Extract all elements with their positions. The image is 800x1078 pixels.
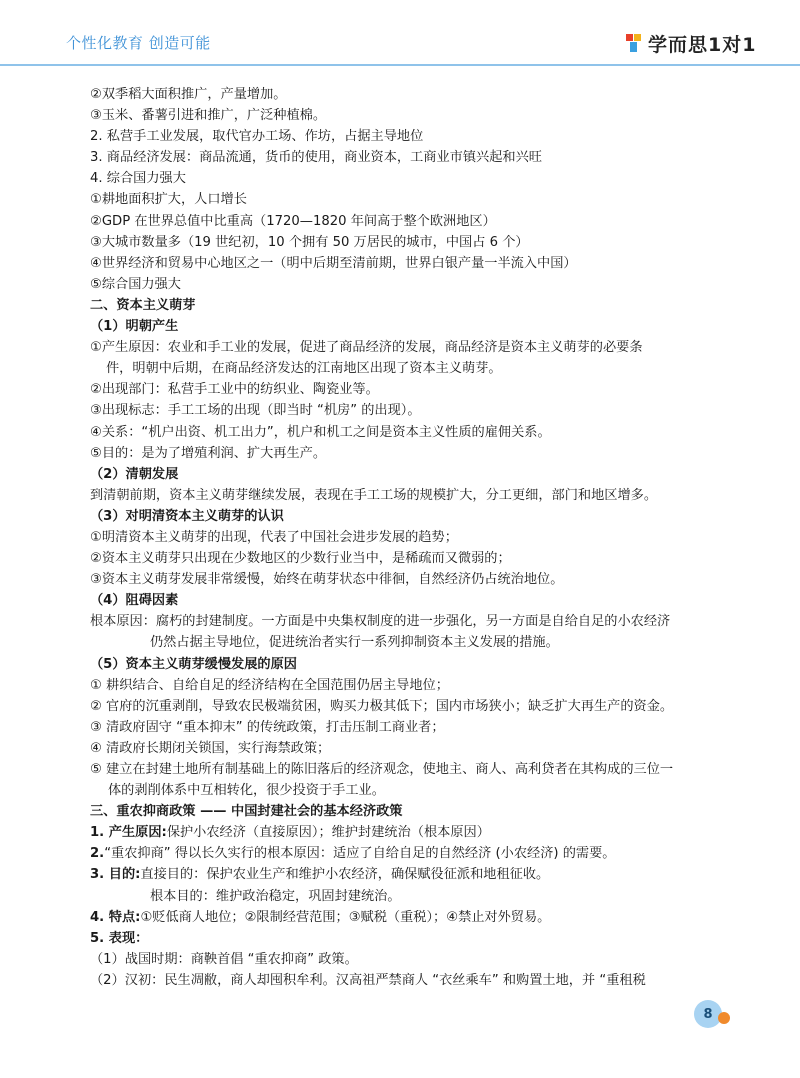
brand-logo	[626, 28, 756, 58]
header-slogan: 个性化教育 创造可能	[66, 34, 211, 52]
text-line: ①明清资本主义萌芽的出现，代表了中国社会进步发展的趋势；	[90, 529, 458, 545]
item-text: 保护小农经济（直接原因）；维护封建统治（根本原因）	[166, 825, 490, 841]
text-line: 根本原因：腐朽的封建制度。一方面是中央集权制度的进一步强化，另一方面是自给自足的小农经济	[90, 614, 671, 630]
text-line: ②GDP 在世界总值中比重高（1720—1820 年间高于整个欧洲地区）	[90, 213, 496, 229]
text-line: ①产生原因：农业和手工业的发展，促进了商品经济的发展，商品经济是资本主义萌芽的必要条	[90, 340, 643, 356]
text-line: 3. 商品经济发展：商品流通，货币的使用，商业资本，工商业市镇兴起和兴旺	[90, 150, 542, 166]
text-line: ④关系：“机户出资、机工出力”，机户和机工之间是资本主义性质的雇佣关系。	[90, 424, 551, 440]
text-line	[90, 864, 730, 885]
text-line: ③资本主义萌芽发展非常缓慢，始终在萌芽状态中徘徊，自然经济仍占统治地位。	[90, 572, 564, 588]
text-line: ②双季稻大面积推广，产量增加。	[90, 87, 287, 102]
section-heading: 二、资本主义萌芽	[90, 297, 196, 313]
text-line: ④世界经济和贸易中心地区之一（明中后期至清前期，世界白银产量一半流入中国）	[90, 255, 577, 271]
text-line: 体的剥削体系中互相转化，很少投资于手工业。	[108, 783, 385, 799]
text-line: 根本目的：维护政治稳定，巩固封建统治。	[150, 888, 401, 904]
item-text: “重农抑商” 得以长久实行的根本原因：适应了自给自足的自然经济 (小农经济) 的需要。	[104, 846, 616, 862]
item-text: 直接目的：保护农业生产和维护小农经济，确保赋役征派和地租征收。	[140, 867, 550, 883]
logo-icon	[626, 32, 644, 54]
text-line: 到清朝前期，资本主义萌芽继续发展，表现在手工工场的规模扩大，分工更细，部门和地区增多。	[90, 487, 658, 503]
page-header	[0, 0, 800, 66]
text-line: ②出现部门：私营手工业中的纺织业、陶瓷业等。	[90, 382, 379, 398]
text-line: 仍然占据主导地位，促进统治者实行一系列抑制资本主义发展的措施。	[150, 635, 559, 651]
subsection-heading: （4）阻碍因素	[90, 593, 179, 609]
text-line: ② 官府的沉重剥削，导致农民极端贫困，购买力极其低下；国内市场狭小；缺乏扩大再生产的资金。	[90, 698, 674, 714]
subsection-heading: （2）清朝发展	[90, 466, 179, 482]
text-line: （2）汉初：民生凋敝，商人却囤积牟利。汉高祖严禁商人 “衣丝乘车” 和购置土地，并 “重租税	[90, 972, 646, 988]
text-line: ③大城市数量多（19 世纪初，10 个拥有 50 万居民的城市，中国占 6 个）	[90, 234, 529, 250]
item-label: 3. 目的:	[90, 867, 141, 883]
header-divider	[0, 64, 800, 66]
document-body	[90, 84, 730, 991]
text-line	[90, 907, 730, 928]
text-line: ②资本主义萌芽只出现在少数地区的少数行业当中，是稀疏而又微弱的；	[90, 551, 511, 567]
text-line: ③玉米、番薯引进和推广，广泛种植棉。	[90, 108, 327, 124]
text-line: ①耕地面积扩大，人口增长	[90, 192, 247, 208]
text-line: ③出现标志：手工工场的出现（即当时 “机房” 的出现）。	[90, 403, 421, 419]
text-line: ③ 清政府固守 “重本抑末” 的传统政策，打击压制工商业者；	[90, 719, 445, 735]
item-label: 1. 产生原因:	[90, 825, 167, 841]
page-number: 8	[694, 1000, 722, 1028]
subsection-heading: （5）资本主义萌芽缓慢发展的原因	[90, 656, 297, 672]
item-text: ①贬低商人地位；②限制经营范围；③赋税（重税）；④禁止对外贸易。	[140, 909, 551, 925]
subsection-heading: （1）明朝产生	[90, 319, 179, 335]
text-line: ④ 清政府长期闭关锁国，实行海禁政策；	[90, 740, 331, 756]
subsection-heading: （3）对明清资本主义萌芽的认识	[90, 508, 284, 524]
text-line: 4. 综合国力强大	[90, 171, 186, 187]
text-line: ⑤目的：是为了增殖利润、扩大再生产。	[90, 445, 327, 461]
logo-text: 学而思1对1	[648, 33, 757, 56]
text-line: （1）战国时期：商鞅首倡 “重农抑商” 政策。	[90, 951, 358, 967]
section-heading: 三、重农抑商政策 —— 中国封建社会的基本经济政策	[90, 804, 403, 820]
text-line: 5. 表现：	[90, 930, 149, 946]
text-line: 件，明朝中后期，在商品经济发达的江南地区出现了资本主义萌芽。	[106, 361, 502, 377]
text-line: ① 耕织结合、自给自足的经济结构在全国范围仍居主导地位；	[90, 677, 449, 693]
text-line: ⑤ 建立在封建土地所有制基础上的陈旧落后的经济观念，使地主、商人、高利贷者在其构成的三位一	[90, 762, 674, 777]
item-label: 2.	[90, 846, 105, 862]
text-line: ⑤综合国力强大	[90, 276, 181, 292]
item-label: 4. 特点:	[90, 909, 141, 925]
text-line: 2. 私营手工业发展，取代官办工场、作坊，占据主导地位	[90, 129, 424, 145]
text-line	[90, 822, 730, 843]
text-line	[90, 843, 730, 864]
page-number-dot	[718, 1012, 730, 1024]
